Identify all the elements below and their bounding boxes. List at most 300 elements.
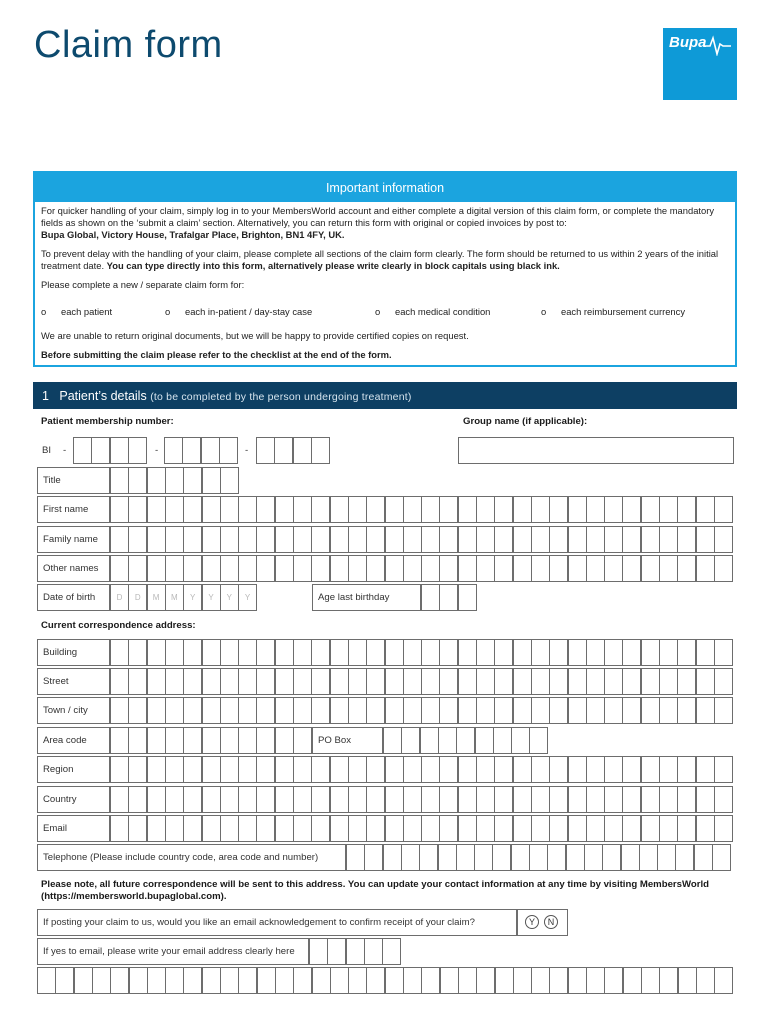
membership-digit-cell[interactable] [311,437,330,464]
telephone-cell[interactable] [566,844,585,871]
street-cell[interactable] [385,668,404,695]
country-cell[interactable] [458,786,477,813]
family-name-cell[interactable] [110,526,129,553]
street-cell[interactable] [458,668,477,695]
area-code-cell[interactable] [220,727,239,754]
other-names-cell[interactable] [641,555,660,582]
region-cell[interactable] [385,756,404,783]
street-cell[interactable] [202,668,221,695]
email-cell[interactable] [476,815,495,842]
yes-option[interactable]: Y [525,915,539,929]
building-cell[interactable] [622,639,641,666]
age-cell[interactable] [421,584,440,611]
first-name-cell[interactable] [330,496,349,523]
building-cell[interactable] [256,639,275,666]
po-box-cell[interactable] [401,727,420,754]
country-cell[interactable] [696,786,715,813]
membership-digit-cell[interactable] [274,437,293,464]
street-cell[interactable] [659,668,678,695]
country-cell[interactable] [110,786,129,813]
region-cell[interactable] [659,756,678,783]
email-address-cell[interactable] [110,967,129,994]
region-cell[interactable] [604,756,623,783]
region-cell[interactable] [348,756,367,783]
first-name-cell[interactable] [641,496,660,523]
po-box-cell[interactable] [493,727,512,754]
town-cell[interactable] [165,697,184,724]
area-code-cell[interactable] [110,727,129,754]
other-names-cell[interactable] [549,555,568,582]
country-cell[interactable] [147,786,166,813]
email-address-cell[interactable] [458,967,477,994]
email-address-cell[interactable] [696,967,715,994]
email-cell[interactable] [147,815,166,842]
town-cell[interactable] [659,697,678,724]
telephone-cell[interactable] [456,844,475,871]
email-cell[interactable] [311,815,330,842]
street-cell[interactable] [128,668,147,695]
first-name-cell[interactable] [183,496,202,523]
family-name-cell[interactable] [330,526,349,553]
email-cell[interactable] [549,815,568,842]
email-cell[interactable] [238,815,257,842]
region-cell[interactable] [622,756,641,783]
town-cell[interactable] [677,697,696,724]
telephone-cell[interactable] [694,844,713,871]
town-cell[interactable] [549,697,568,724]
membership-digit-cell[interactable] [293,437,312,464]
other-names-cell[interactable] [604,555,623,582]
other-names-cell[interactable] [147,555,166,582]
country-cell[interactable] [165,786,184,813]
region-cell[interactable] [421,756,440,783]
country-cell[interactable] [330,786,349,813]
po-box-cell[interactable] [420,727,439,754]
email-cell[interactable] [128,815,147,842]
first-name-cell[interactable] [348,496,367,523]
town-cell[interactable] [348,697,367,724]
other-names-cell[interactable] [220,555,239,582]
town-cell[interactable] [568,697,587,724]
town-cell[interactable] [147,697,166,724]
email-address-cell[interactable] [364,938,383,965]
membership-digit-cell[interactable] [128,437,147,464]
family-name-cell[interactable] [696,526,715,553]
country-cell[interactable] [348,786,367,813]
email-address-cell[interactable] [531,967,550,994]
first-name-cell[interactable] [622,496,641,523]
other-names-cell[interactable] [238,555,257,582]
other-names-cell[interactable] [531,555,550,582]
area-code-cell[interactable] [147,727,166,754]
other-names-cell[interactable] [385,555,404,582]
building-cell[interactable] [586,639,605,666]
first-name-cell[interactable] [256,496,275,523]
street-cell[interactable] [311,668,330,695]
country-cell[interactable] [128,786,147,813]
date-of-birth-cell[interactable]: D [128,584,147,611]
country-cell[interactable] [677,786,696,813]
country-cell[interactable] [439,786,458,813]
building-cell[interactable] [403,639,422,666]
country-cell[interactable] [311,786,330,813]
email-address-cell[interactable] [129,967,148,994]
email-cell[interactable] [531,815,550,842]
region-cell[interactable] [293,756,312,783]
street-cell[interactable] [531,668,550,695]
family-name-cell[interactable] [531,526,550,553]
region-cell[interactable] [458,756,477,783]
town-cell[interactable] [293,697,312,724]
street-cell[interactable] [110,668,129,695]
building-cell[interactable] [147,639,166,666]
street-cell[interactable] [476,668,495,695]
other-names-cell[interactable] [183,555,202,582]
building-cell[interactable] [220,639,239,666]
family-name-cell[interactable] [494,526,513,553]
email-cell[interactable] [622,815,641,842]
telephone-cell[interactable] [639,844,658,871]
town-cell[interactable] [531,697,550,724]
email-address-cell[interactable] [346,938,365,965]
country-cell[interactable] [622,786,641,813]
town-cell[interactable] [256,697,275,724]
region-cell[interactable] [165,756,184,783]
other-names-cell[interactable] [110,555,129,582]
town-cell[interactable] [202,697,221,724]
other-names-cell[interactable] [275,555,294,582]
email-cell[interactable] [165,815,184,842]
email-cell[interactable] [494,815,513,842]
email-cell[interactable] [714,815,733,842]
first-name-cell[interactable] [568,496,587,523]
email-address-cell[interactable] [165,967,184,994]
town-cell[interactable] [366,697,385,724]
street-cell[interactable] [549,668,568,695]
town-cell[interactable] [330,697,349,724]
telephone-cell[interactable] [492,844,511,871]
region-cell[interactable] [513,756,532,783]
email-cell[interactable] [659,815,678,842]
telephone-cell[interactable] [621,844,640,871]
building-cell[interactable] [458,639,477,666]
building-cell[interactable] [549,639,568,666]
first-name-cell[interactable] [476,496,495,523]
first-name-cell[interactable] [311,496,330,523]
town-cell[interactable] [513,697,532,724]
first-name-cell[interactable] [494,496,513,523]
po-box-cell[interactable] [475,727,494,754]
first-name-cell[interactable] [293,496,312,523]
country-cell[interactable] [256,786,275,813]
family-name-cell[interactable] [202,526,221,553]
region-cell[interactable] [696,756,715,783]
telephone-cell[interactable] [383,844,402,871]
telephone-cell[interactable] [364,844,383,871]
date-of-birth-cell[interactable]: M [147,584,166,611]
region-cell[interactable] [311,756,330,783]
email-cell[interactable] [641,815,660,842]
street-cell[interactable] [165,668,184,695]
region-cell[interactable] [403,756,422,783]
email-address-cell[interactable] [549,967,568,994]
email-address-cell[interactable] [403,967,422,994]
date-of-birth-cell[interactable]: D [110,584,129,611]
region-cell[interactable] [256,756,275,783]
family-name-cell[interactable] [238,526,257,553]
area-code-cell[interactable] [238,727,257,754]
email-address-cell[interactable] [183,967,202,994]
building-cell[interactable] [311,639,330,666]
region-cell[interactable] [238,756,257,783]
region-cell[interactable] [202,756,221,783]
email-cell[interactable] [568,815,587,842]
email-cell[interactable] [439,815,458,842]
area-code-cell[interactable] [202,727,221,754]
email-address-cell[interactable] [421,967,440,994]
country-cell[interactable] [275,786,294,813]
area-code-cell[interactable] [256,727,275,754]
building-cell[interactable] [330,639,349,666]
family-name-cell[interactable] [403,526,422,553]
email-cell[interactable] [696,815,715,842]
family-name-cell[interactable] [659,526,678,553]
street-cell[interactable] [714,668,733,695]
first-name-cell[interactable] [677,496,696,523]
building-cell[interactable] [128,639,147,666]
email-address-cell[interactable] [495,967,514,994]
town-cell[interactable] [128,697,147,724]
membership-digit-cell[interactable] [73,437,92,464]
membership-digit-cell[interactable] [182,437,201,464]
building-cell[interactable] [165,639,184,666]
town-cell[interactable] [494,697,513,724]
other-names-cell[interactable] [165,555,184,582]
building-cell[interactable] [659,639,678,666]
email-cell[interactable] [586,815,605,842]
building-cell[interactable] [568,639,587,666]
first-name-cell[interactable] [549,496,568,523]
first-name-cell[interactable] [147,496,166,523]
building-cell[interactable] [110,639,129,666]
street-cell[interactable] [568,668,587,695]
street-cell[interactable] [238,668,257,695]
family-name-cell[interactable] [348,526,367,553]
family-name-cell[interactable] [366,526,385,553]
town-cell[interactable] [458,697,477,724]
other-names-cell[interactable] [714,555,733,582]
building-cell[interactable] [677,639,696,666]
country-cell[interactable] [513,786,532,813]
email-address-cell[interactable] [385,967,404,994]
first-name-cell[interactable] [696,496,715,523]
membership-digit-cell[interactable] [219,437,238,464]
region-cell[interactable] [147,756,166,783]
email-address-cell[interactable] [641,967,660,994]
email-address-cell[interactable] [513,967,532,994]
first-name-cell[interactable] [439,496,458,523]
building-cell[interactable] [421,639,440,666]
telephone-cell[interactable] [584,844,603,871]
street-cell[interactable] [293,668,312,695]
telephone-cell[interactable] [438,844,457,871]
other-names-cell[interactable] [696,555,715,582]
area-code-cell[interactable] [293,727,312,754]
other-names-cell[interactable] [128,555,147,582]
email-address-cell[interactable] [586,967,605,994]
town-cell[interactable] [586,697,605,724]
family-name-cell[interactable] [275,526,294,553]
email-address-cell[interactable] [659,967,678,994]
email-cell[interactable] [202,815,221,842]
telephone-cell[interactable] [511,844,530,871]
family-name-cell[interactable] [549,526,568,553]
town-cell[interactable] [641,697,660,724]
email-cell[interactable] [275,815,294,842]
family-name-cell[interactable] [385,526,404,553]
town-cell[interactable] [385,697,404,724]
country-cell[interactable] [494,786,513,813]
email-address-cell[interactable] [55,967,74,994]
title-cell[interactable] [147,467,166,494]
telephone-cell[interactable] [401,844,420,871]
country-cell[interactable] [641,786,660,813]
building-cell[interactable] [494,639,513,666]
region-cell[interactable] [586,756,605,783]
membership-digit-cell[interactable] [164,437,183,464]
country-cell[interactable] [220,786,239,813]
family-name-cell[interactable] [604,526,623,553]
building-cell[interactable] [202,639,221,666]
first-name-cell[interactable] [385,496,404,523]
region-cell[interactable] [714,756,733,783]
family-name-cell[interactable] [622,526,641,553]
other-names-cell[interactable] [256,555,275,582]
building-cell[interactable] [293,639,312,666]
street-cell[interactable] [275,668,294,695]
building-cell[interactable] [513,639,532,666]
other-names-cell[interactable] [348,555,367,582]
other-names-cell[interactable] [439,555,458,582]
email-cell[interactable] [385,815,404,842]
family-name-cell[interactable] [256,526,275,553]
first-name-cell[interactable] [110,496,129,523]
email-cell[interactable] [604,815,623,842]
town-cell[interactable] [275,697,294,724]
street-cell[interactable] [147,668,166,695]
family-name-cell[interactable] [128,526,147,553]
telephone-cell[interactable] [657,844,676,871]
membership-digit-cell[interactable] [201,437,220,464]
other-names-cell[interactable] [659,555,678,582]
membership-digit-cell[interactable] [256,437,275,464]
street-cell[interactable] [403,668,422,695]
family-name-cell[interactable] [421,526,440,553]
family-name-cell[interactable] [165,526,184,553]
town-cell[interactable] [439,697,458,724]
first-name-cell[interactable] [604,496,623,523]
building-cell[interactable] [183,639,202,666]
first-name-cell[interactable] [403,496,422,523]
town-cell[interactable] [476,697,495,724]
town-cell[interactable] [238,697,257,724]
email-address-cell[interactable] [92,967,111,994]
family-name-cell[interactable] [586,526,605,553]
town-cell[interactable] [403,697,422,724]
other-names-cell[interactable] [677,555,696,582]
town-cell[interactable] [604,697,623,724]
date-of-birth-cell[interactable]: Y [220,584,239,611]
building-cell[interactable] [238,639,257,666]
email-address-cell[interactable] [293,967,312,994]
title-cell[interactable] [202,467,221,494]
street-cell[interactable] [604,668,623,695]
region-cell[interactable] [568,756,587,783]
first-name-cell[interactable] [275,496,294,523]
family-name-cell[interactable] [568,526,587,553]
country-cell[interactable] [549,786,568,813]
email-address-cell[interactable] [623,967,642,994]
telephone-cell[interactable] [419,844,438,871]
email-address-cell[interactable] [257,967,276,994]
po-box-cell[interactable] [511,727,530,754]
title-cell[interactable] [220,467,239,494]
region-cell[interactable] [476,756,495,783]
region-cell[interactable] [220,756,239,783]
town-cell[interactable] [183,697,202,724]
region-cell[interactable] [275,756,294,783]
telephone-cell[interactable] [474,844,493,871]
po-box-cell[interactable] [438,727,457,754]
country-cell[interactable] [385,786,404,813]
email-address-cell[interactable] [568,967,587,994]
street-cell[interactable] [586,668,605,695]
other-names-cell[interactable] [366,555,385,582]
other-names-cell[interactable] [494,555,513,582]
email-cell[interactable] [348,815,367,842]
email-cell[interactable] [366,815,385,842]
email-address-cell[interactable] [330,967,349,994]
email-address-cell[interactable] [238,967,257,994]
street-cell[interactable] [696,668,715,695]
email-address-cell[interactable] [220,967,239,994]
po-box-cell[interactable] [383,727,402,754]
telephone-cell[interactable] [712,844,731,871]
email-cell[interactable] [183,815,202,842]
title-cell[interactable] [183,467,202,494]
email-cell[interactable] [403,815,422,842]
email-cell[interactable] [220,815,239,842]
region-cell[interactable] [531,756,550,783]
email-cell[interactable] [330,815,349,842]
email-address-cell[interactable] [366,967,385,994]
street-cell[interactable] [366,668,385,695]
other-names-cell[interactable] [421,555,440,582]
telephone-cell[interactable] [529,844,548,871]
email-cell[interactable] [421,815,440,842]
date-of-birth-cell[interactable]: Y [238,584,257,611]
country-cell[interactable] [531,786,550,813]
town-cell[interactable] [311,697,330,724]
area-code-cell[interactable] [183,727,202,754]
other-names-cell[interactable] [458,555,477,582]
building-cell[interactable] [275,639,294,666]
building-cell[interactable] [439,639,458,666]
region-cell[interactable] [439,756,458,783]
email-address-cell[interactable] [382,938,401,965]
email-address-cell[interactable] [275,967,294,994]
first-name-cell[interactable] [513,496,532,523]
